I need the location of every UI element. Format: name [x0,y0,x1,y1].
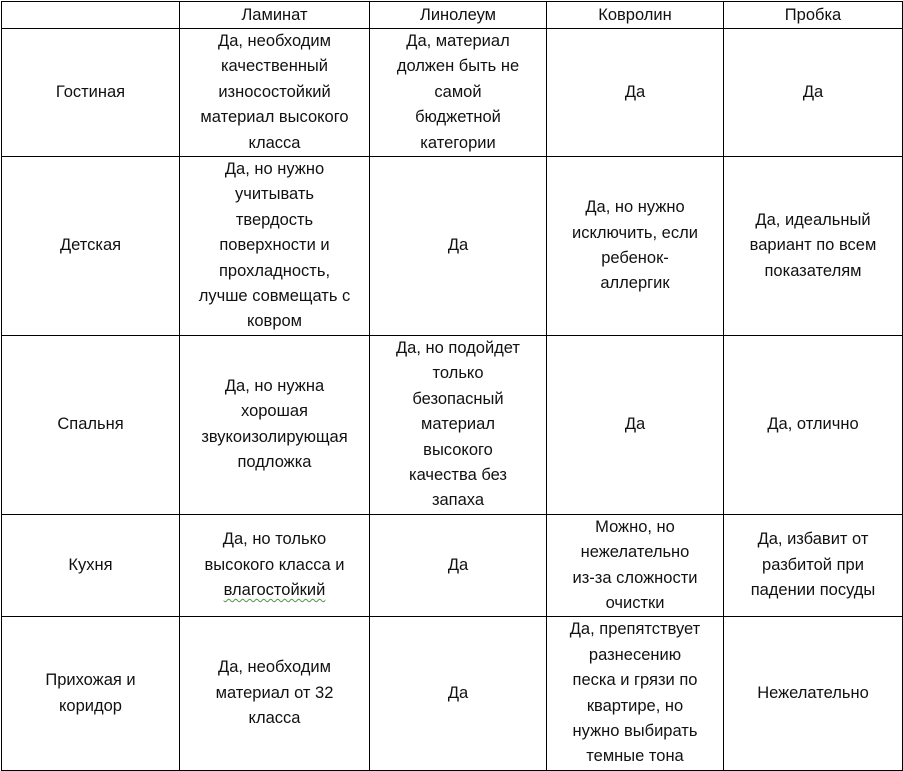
cork-text: Нежелательно [757,683,869,702]
carpet-text: Можно, но нежелательно из-за сложности очистки [572,517,698,612]
laminate-text-line: Да, но только [222,530,327,549]
table-row [2,514,903,617]
laminate-cell [180,514,370,617]
room-label: Детская [59,236,122,255]
table-row [2,617,903,770]
cork-text: Да, отлично [767,415,859,434]
linoleum-text: Да, материал должен быть не самой бюджетной категории [396,32,520,152]
carpet-cell [547,29,724,157]
room-label: Гостиная [55,82,126,101]
header-laminate: Ламинат [180,2,370,29]
room-cell [2,157,180,336]
cork-cell [724,617,903,770]
linoleum-cell [370,335,547,514]
carpet-text: Да, препятствует разнесению песка и грязи по квартире, но нужно выбирать темные тона [569,620,701,766]
carpet-text: Да, но нужно исключить, если ребенок- аллергик [572,198,698,293]
carpet-cell [547,157,724,336]
room-label: Прихожая и коридор [45,671,136,715]
laminate-text: Да, но нужно учитывать твердость поверхности и прохладность, лучше совмещать с ковром [198,160,351,331]
cork-cell [724,514,903,617]
header-carpet: Ковролин [547,2,724,29]
linoleum-cell [370,29,547,157]
room-label: Кухня [68,555,113,574]
laminate-cell [180,617,370,770]
room-cell [2,29,180,157]
table-row [2,157,903,336]
cork-cell [724,29,903,157]
header-empty-cell [2,2,180,29]
room-cell [2,335,180,514]
linoleum-text: Да [447,683,469,702]
carpet-cell [547,514,724,617]
cork-text: Да [802,82,824,101]
laminate-text: Да, необходим материал от 32 класса [215,658,334,728]
linoleum-cell [370,514,547,617]
cork-text: Да, идеальный вариант по всем показателям [749,210,877,280]
linoleum-text: Да, но подойдет только безопасный материал высокого качества без запаха [396,338,520,510]
laminate-text: Да, но нужна хорошая звукоизолирующая подложка [201,376,348,472]
linoleum-text: Да [447,555,469,574]
header-linoleum: Линолеум [370,2,547,29]
carpet-cell [547,335,724,514]
table-row [2,29,903,157]
room-cell [2,617,180,770]
laminate-cell [180,157,370,336]
carpet-text: Да [624,415,646,434]
header-cork: Пробка [724,2,903,29]
laminate-text-line: высокого класса и [204,555,345,574]
flooring-comparison-table [1,1,903,771]
linoleum-text: Да [447,236,469,255]
linoleum-cell [370,617,547,770]
laminate-cell [180,29,370,157]
table-row [2,335,903,514]
header-row [2,2,903,29]
carpet-cell [547,617,724,770]
carpet-text: Да [624,82,646,101]
laminate-cell [180,335,370,514]
laminate-text: Да, необходим качественный износостойкий материал высокого класса [200,32,349,152]
cork-cell [724,157,903,336]
spellcheck-underlined-word: влагостойкий [223,581,326,600]
linoleum-cell [370,157,547,336]
cork-cell [724,335,903,514]
room-label: Спальня [57,415,124,434]
cork-text: Да, избавит от разбитой при падении посуды [750,530,876,600]
room-cell [2,514,180,617]
